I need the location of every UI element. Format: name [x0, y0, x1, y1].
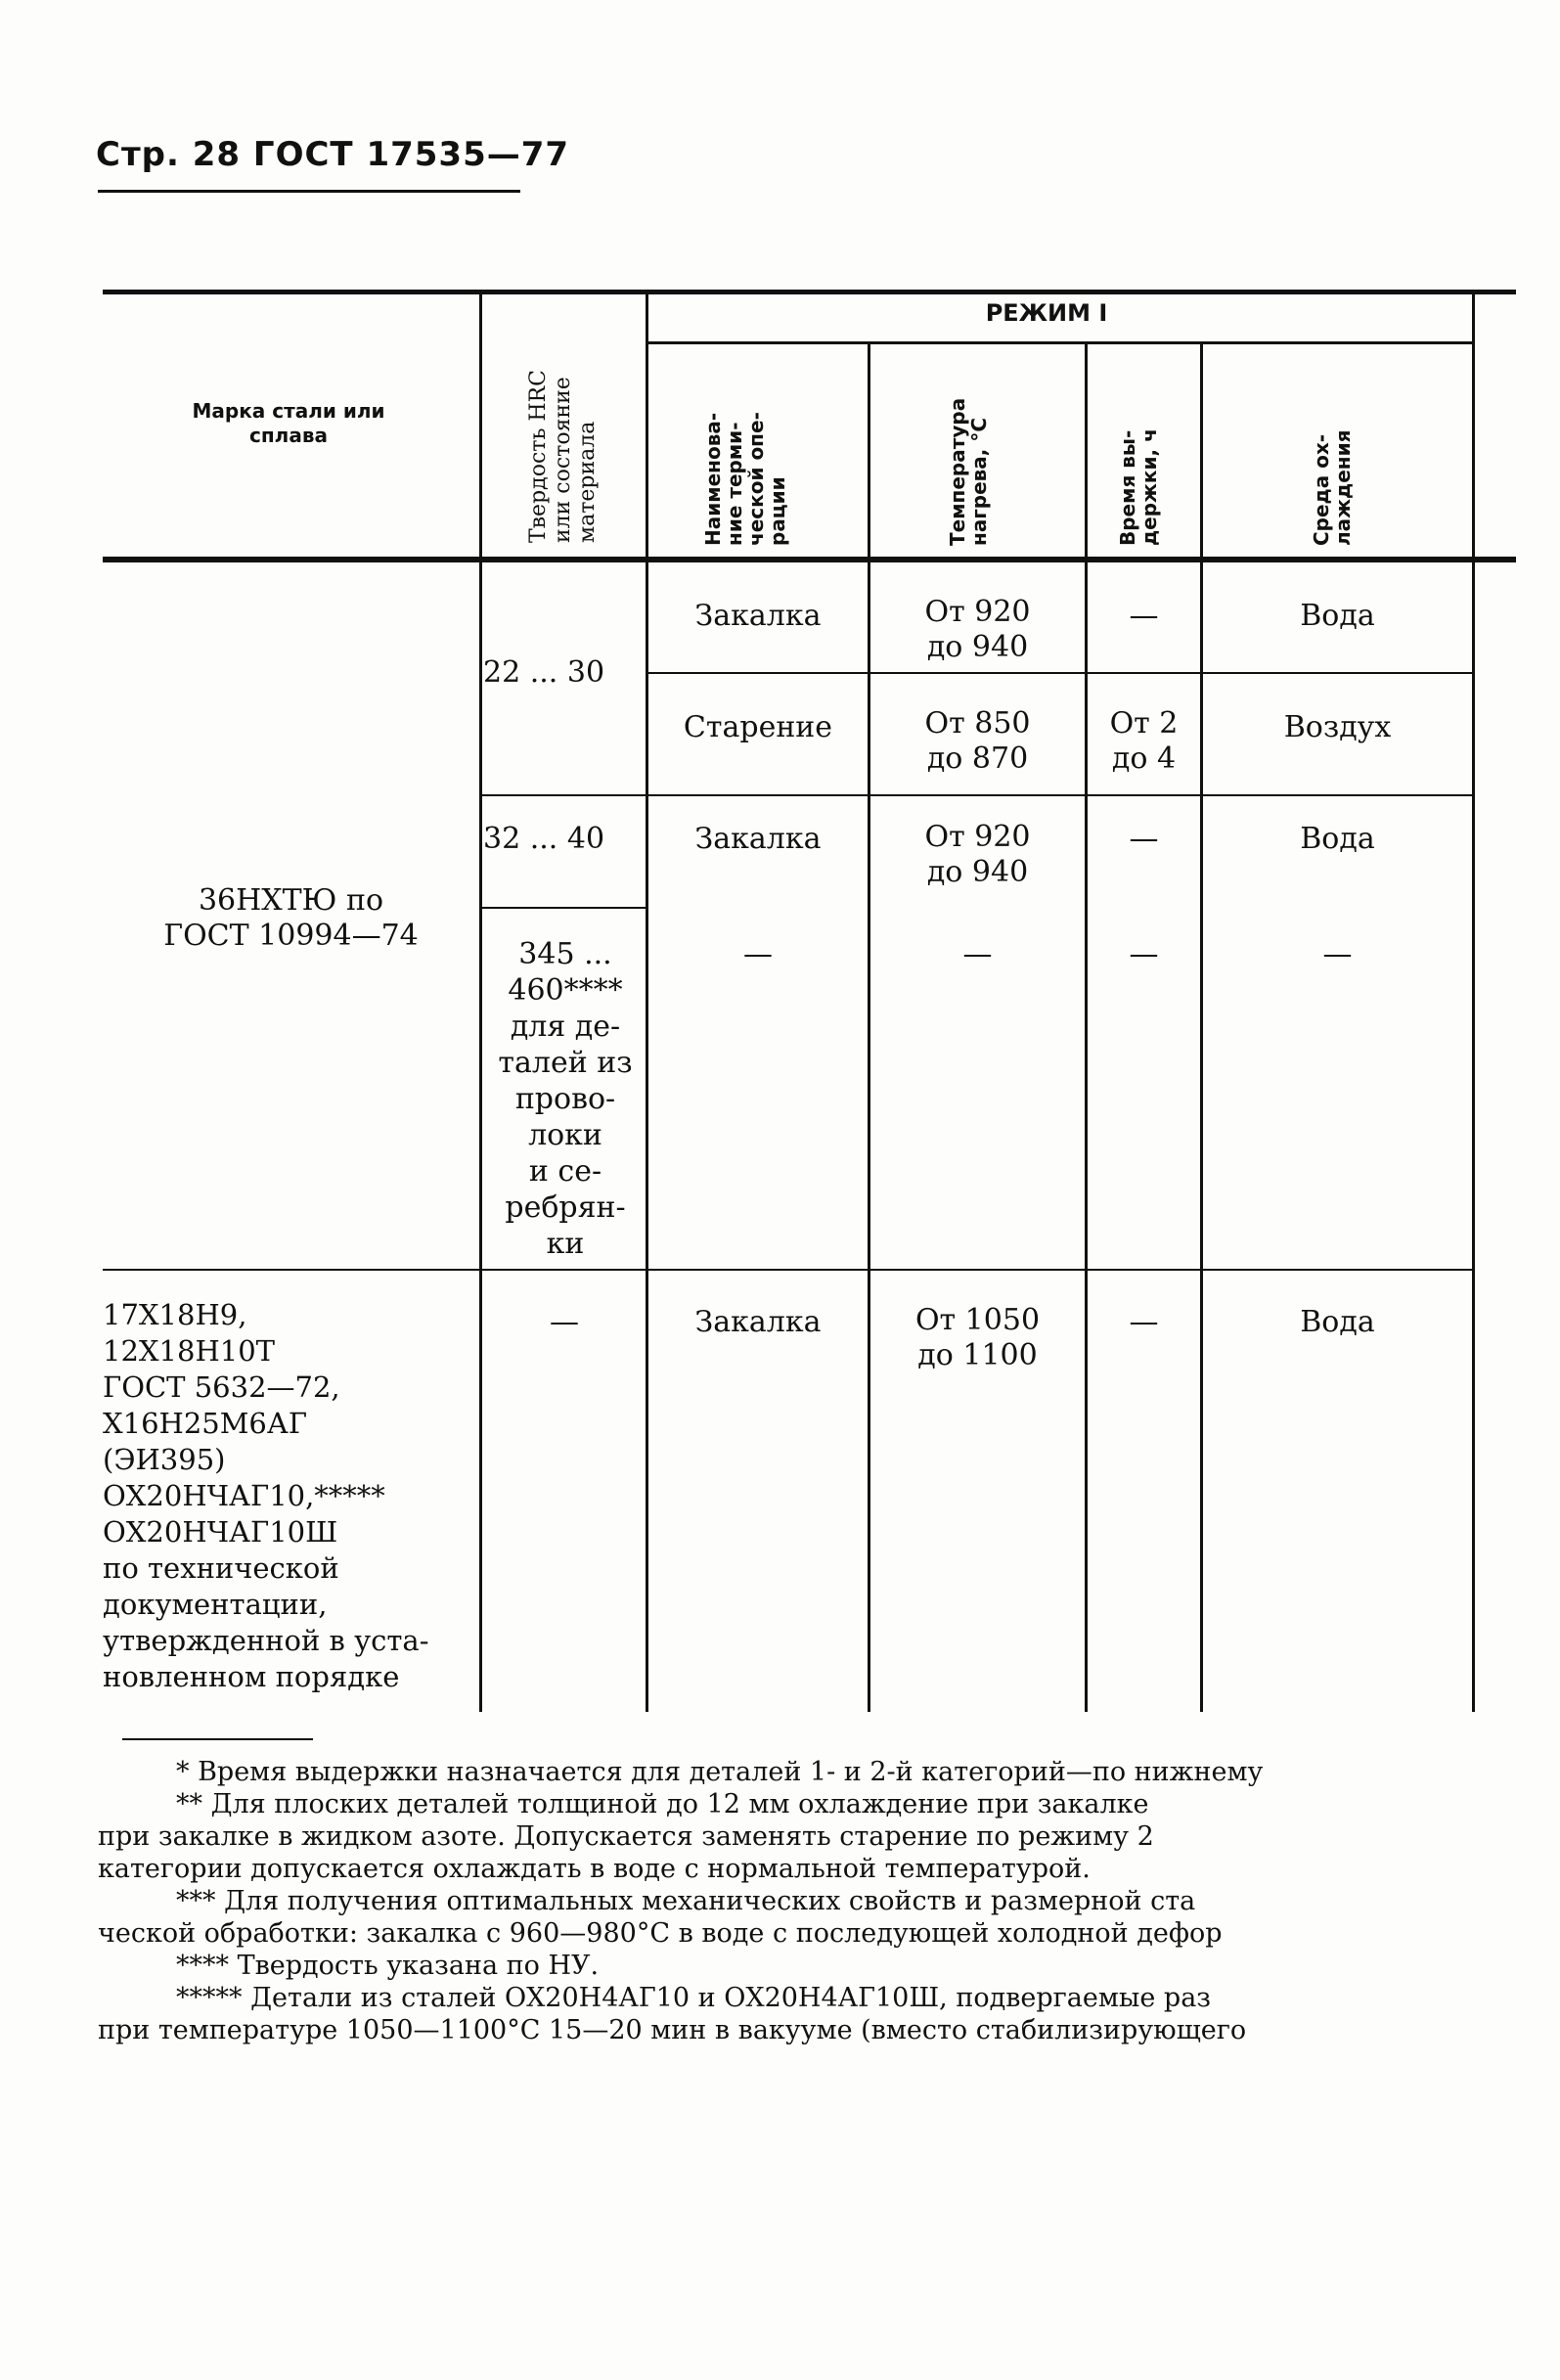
col-divider-5	[1200, 344, 1203, 1712]
header-operation: Наименова- ние терми- ческой опе- рации	[701, 412, 789, 546]
col-divider-1	[479, 293, 482, 1712]
footnote-2-cont-1: при закалке в жидком азоте. Допускается заменять старение по режиму 2	[98, 1821, 1154, 1852]
page-header-rule	[98, 190, 520, 193]
footnote-3: *** Для получения оптимальных механических свойств и размерной ста	[176, 1886, 1196, 1916]
header-regime: РЕЖИМ I	[985, 299, 1108, 327]
col-divider-2	[646, 293, 648, 1712]
temperature-cell-2: От 850 до 870	[924, 706, 1031, 776]
group-rule	[103, 1269, 1472, 1271]
header-grade: Марка стали или сплава	[192, 399, 385, 447]
temperature-cell-group-2: От 1050 до 1100	[914, 1303, 1041, 1372]
hardness-cell-1: 22 ... 30	[483, 655, 605, 690]
footnote-rule	[122, 1738, 313, 1740]
table-top-rule	[103, 290, 1516, 294]
header-bottom-rule	[103, 557, 1516, 562]
operation-cell-2: Старение	[683, 710, 833, 744]
footnote-2-cont-2: категории допускается охлаждать в воде с нормальной температурой.	[98, 1854, 1091, 1884]
footnote-5-cont: при температуре 1050—1100°С 15—20 мин в вакууме (вместо стабилизирующего	[98, 2015, 1247, 2045]
footnote-1: * Время выдержки назначается для деталей 1- и 2-й категорий—по нижнему	[176, 1757, 1264, 1787]
operation-cell-3: Закалка	[694, 822, 822, 856]
col-divider-6	[1472, 293, 1475, 1712]
hardness-cell-4: 345 ... 460**** для де- талей из прово- локи и се- ребрян- ки	[498, 937, 633, 1261]
footnote-2: ** Для плоских деталей толщиной до 12 мм охлаждение при закалке	[176, 1789, 1149, 1819]
hold-time-cell-1: —	[1129, 599, 1159, 633]
hold-time-cell-3: —	[1129, 822, 1159, 856]
col-divider-3	[868, 344, 870, 1712]
temperature-cell-3: От 920 до 940	[924, 820, 1031, 889]
operation-cell-1: Закалка	[694, 599, 822, 633]
temperature-cell-4: —	[962, 937, 993, 971]
row-rule-2	[479, 794, 1472, 796]
header-temperature: Температура нагрева, °С	[946, 397, 991, 546]
footnote-4: **** Твердость указана по НУ.	[176, 1951, 600, 1981]
cooling-cell-2: Воздух	[1283, 710, 1392, 744]
page-header: Стр. 28 ГОСТ 17535—77	[96, 135, 570, 174]
footnote-3-cont: ческой обработки: закалка с 960—980°С в воде с последующей холодной дефор	[98, 1918, 1223, 1949]
operation-cell-4: —	[743, 937, 773, 971]
cooling-cell-group-2: Вода	[1300, 1305, 1375, 1339]
header-hold-time: Время вы- держки, ч	[1116, 428, 1161, 546]
cooling-cell-3: Вода	[1300, 822, 1375, 856]
row-rule-1	[646, 672, 1472, 674]
operation-cell-group-2: Закалка	[694, 1305, 822, 1339]
cooling-cell-1: Вода	[1300, 599, 1375, 633]
footnote-5: ***** Детали из сталей ОХ20Н4АГ10 и ОХ20Н4АГ10Ш, подвергаемые раз	[176, 1983, 1212, 2013]
grade-group-1: 36НХТЮ по ГОСТ 10994—74	[163, 883, 419, 953]
header-cooling: Среда ох- лаждения	[1310, 429, 1355, 546]
hardness-cell-group-2: —	[550, 1305, 579, 1339]
grade-group-2: 17Х18Н9, 12Х18Н10Т ГОСТ 5632—72, Х16Н25М6АГ (ЭИ395) ОХ20НЧАГ10,***** ОХ20НЧАГ10Ш по технической документации, утвержденной в уста- новленном порядке	[103, 1298, 429, 1693]
footnotes	[98, 1756, 1487, 2046]
header-hardness: Твердость HRC или состояние материала	[526, 370, 600, 543]
hold-time-cell-4: —	[1129, 937, 1159, 971]
hardness-cell-3: 32 ... 40	[483, 822, 605, 856]
row-rule-3	[479, 907, 646, 909]
hold-time-cell-group-2: —	[1129, 1305, 1159, 1339]
temperature-cell-1: От 920 до 940	[924, 595, 1031, 664]
cooling-cell-4: —	[1322, 937, 1353, 971]
hold-time-cell-2: От 2 до 4	[1109, 706, 1179, 776]
col-divider-4	[1085, 344, 1088, 1712]
